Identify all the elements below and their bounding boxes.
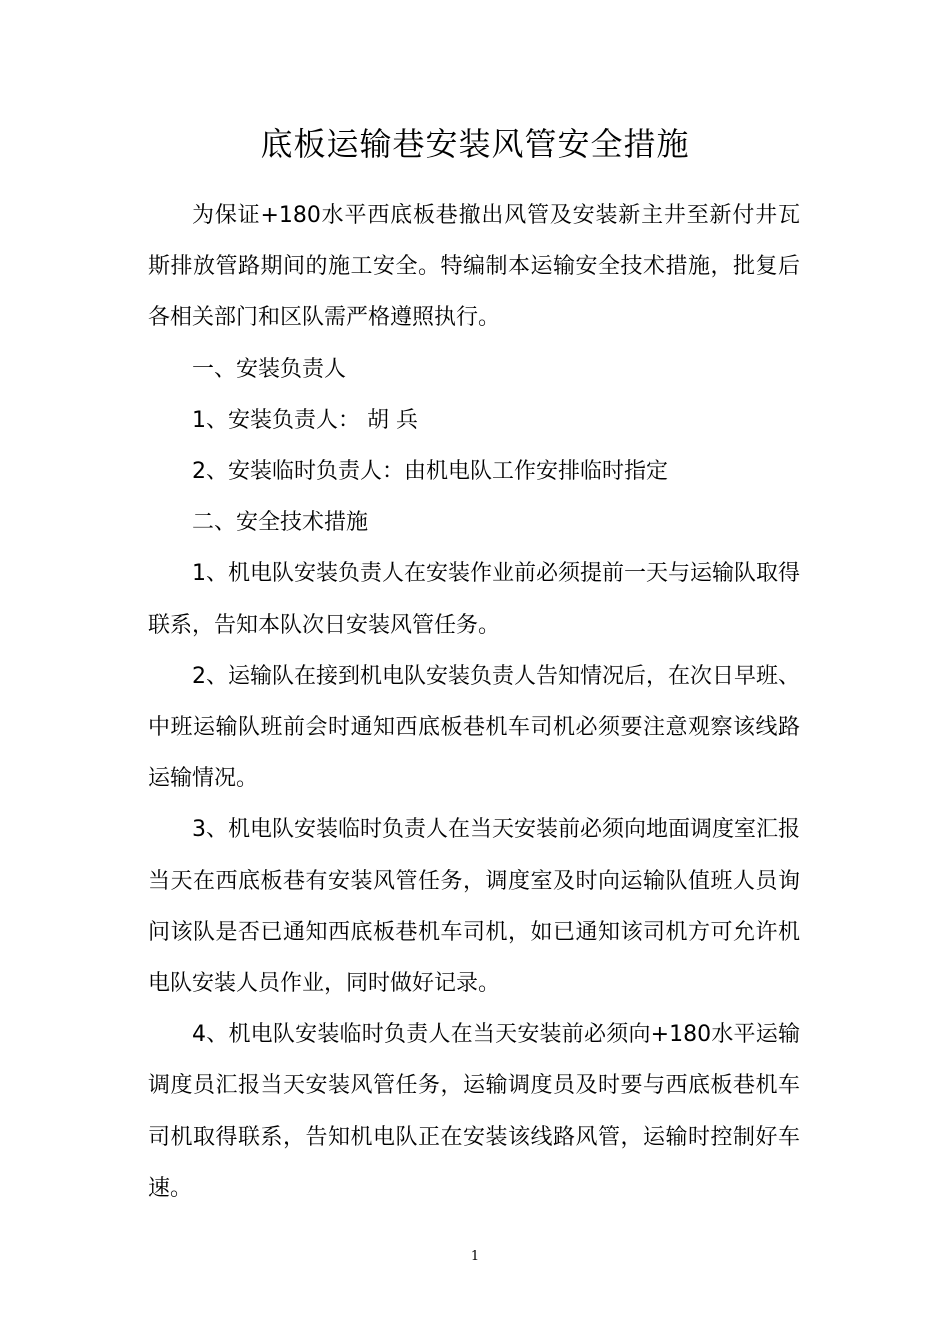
list-item-person-in-charge: 1、安装负责人： 胡 兵: [192, 407, 418, 433]
list-item-temporary-person-in-charge: 2、安装临时负责人：由机电队工作安排临时指定: [192, 459, 668, 485]
measure-paragraph-2: 2、运输队在接到机电队安装负责人告知情况后，在次日早班、中班运输队班前会时通知西底板巷机车司机必须要注意观察该线路运输情况。: [148, 663, 800, 792]
measure-paragraph-1: 1、机电队安装负责人在安装作业前必须提前一天与运输队取得联系，告知本队次日安装风管任务。: [148, 561, 800, 638]
intro-paragraph: 为保证+180水平西底板巷撤出风管及安装新主井至新付井瓦斯排放管路期间的施工安全。特编制本运输安全技术措施，批复后各相关部门和区队需严格遵照执行。: [148, 203, 800, 331]
measure-paragraph-3: 3、机电队安装临时负责人在当天安装前必须向地面调度室汇报当天在西底板巷有安装风管任务，调度室及时向运输队值班人员询问该队是否已通知西底板巷机车司机，如已通知该司机方可允许机电队安装人员作业，同时做好记录。: [148, 817, 800, 997]
document-body: [148, 190, 800, 1214]
section-heading-safety-measures: 二、安全技术措施: [192, 510, 369, 536]
measure-paragraph-4: 4、机电队安装临时负责人在当天安装前必须向+180水平运输调度员汇报当天安装风管任务，运输调度员及时要与西底板巷机车司机取得联系，告知机电队正在安装该线路风管，运输时控制好车速。: [148, 1022, 800, 1201]
page-number: 1: [470, 1249, 480, 1264]
document-title: 底板运输巷安装风管安全措施: [260, 125, 690, 163]
section-heading-person-in-charge: 一、安装负责人: [192, 356, 347, 382]
